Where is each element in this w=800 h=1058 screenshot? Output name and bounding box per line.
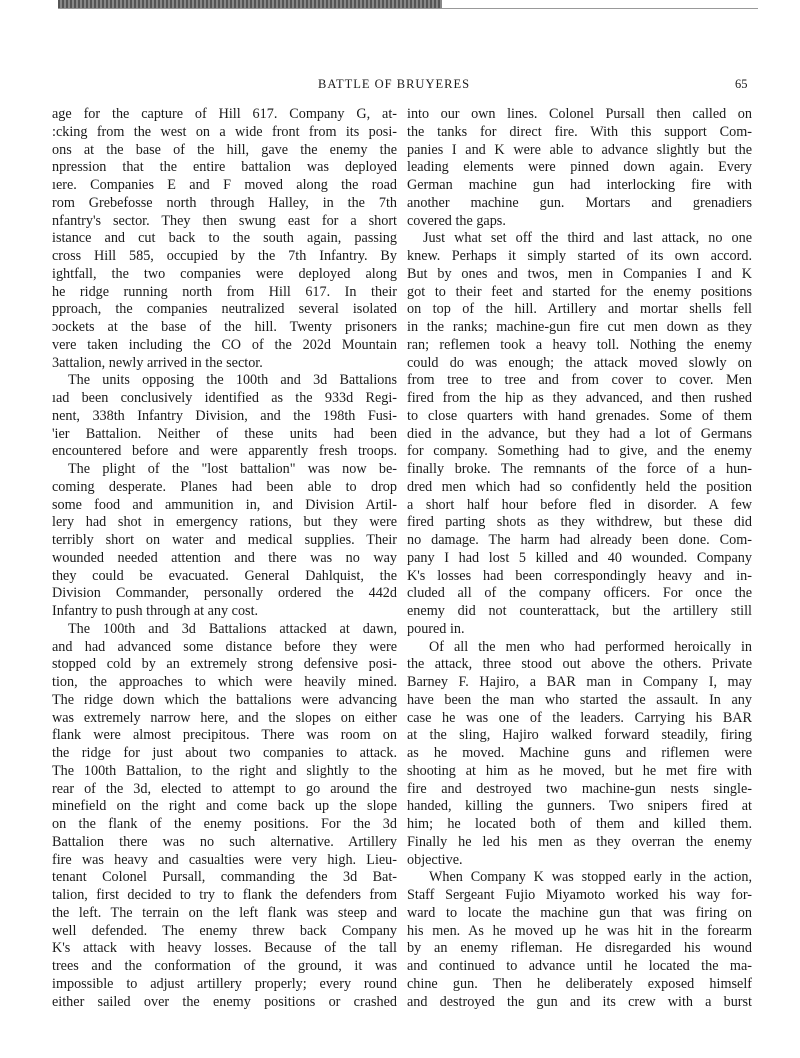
text-line: covered the gaps. (407, 212, 506, 229)
text-line: the tanks for direct fire. With this support Com- (407, 123, 752, 140)
text-line: ıad been conclusively identified as the 933d Regi- (52, 390, 397, 406)
right-text-column (407, 106, 752, 1011)
text-line: leading elements were pinned down again. Every (407, 159, 752, 176)
text-line: Of all the men who had performed heroically in (429, 638, 752, 655)
text-line: cross Hill 585, occupied by the 7th Infantry. By (52, 248, 397, 264)
text-line: pany I had lost 5 killed and 40 wounded. Company (407, 549, 752, 566)
text-line: ward to locate the machine gun that was firing on (407, 904, 752, 921)
text-line: impossible to adjust artillery properly; every round (52, 975, 397, 992)
text-line: they could be evacuated. General Dahlquist, the (52, 567, 397, 584)
text-line: rear of the 3d, elected to attempt to go around the (52, 780, 397, 797)
text-line: Division Commander, personally ordered the 442d (52, 585, 397, 602)
text-line: Barney F. Hajiro, a BAR man in Company I, may (407, 674, 752, 690)
text-line: 'ier Battalion. Neither of these units had been (52, 425, 397, 442)
text-line: poured in. (407, 620, 465, 637)
page-number: 65 (735, 77, 748, 91)
text-line: nfantry's sector. They then swung east for a short (52, 212, 397, 229)
text-line: tion, the approaches to which were heavily mined. (52, 674, 397, 690)
text-line: in the ranks; machine-gun fire cut men down as they (407, 319, 752, 335)
text-line: well defended. The enemy threw back Company (52, 922, 397, 939)
text-line: tenant Colonel Pursall, commanding the 3d Bat- (52, 869, 397, 886)
text-line: vere taken including the CO of the 202d Mountain (52, 336, 397, 353)
text-line: coming desperate. Planes had been able to drop (52, 478, 397, 495)
text-line: Battalion there was no such alternative. Artillery (52, 833, 397, 850)
text-line: K's losses had been correspondingly heavy and in- (407, 567, 752, 584)
text-line: nent, 338th Infantry Division, and the 198th Fusi- (52, 407, 397, 424)
text-line: wounded needed attention and there was no way (52, 549, 397, 566)
text-line: fire and destroyed two machine-gun nests single- (407, 780, 752, 797)
text-line: age for the capture of Hill 617. Company G, at- (52, 106, 397, 122)
page-top-rule (58, 8, 758, 9)
text-line: no damage. The harm had already been done. Com- (407, 532, 752, 548)
text-line: istance and cut back to the south again, passing (52, 230, 397, 247)
text-line: ightfall, the two companies were deployed along (52, 265, 397, 282)
text-line: case he was one of the leaders. Carrying his BAR (407, 709, 752, 726)
text-line: Just what set off the third and last attack, no one (423, 230, 752, 247)
text-line: terribly short on water and medical supplies. Their (52, 532, 397, 548)
text-line: panies I and K were able to advance slightly but the (407, 141, 752, 158)
text-line: finally broke. The remnants of the force of a hun- (407, 461, 752, 477)
text-line: ıere. Companies E and F moved along the road (52, 177, 397, 193)
text-line: enemy did not counterattack, but the artillery still (407, 603, 752, 619)
text-line: The 100th Battalion, to the right and slightly to the (52, 762, 397, 779)
page-top-edge-shading (58, 0, 442, 8)
text-line: at the sling, Hajiro walked forward steadily, firing (407, 727, 752, 744)
text-line: The plight of the "lost battalion" was now be- (68, 461, 397, 477)
text-line: ons at the base of the hill, gave the enemy the (52, 141, 397, 158)
text-line: by an enemy rifleman. He disregarded his wound (407, 940, 752, 957)
text-line: a short half hour before fled in disorder. A few (407, 496, 752, 513)
text-line: got to their feet and started for the enemy positions (407, 283, 752, 300)
text-line: talion, first decided to try to flank the defenders from (52, 887, 397, 903)
text-line: :cking from the west on a wide front from its posi- (52, 123, 397, 140)
text-line: on the flank of the enemy positions. For the 3d (52, 816, 397, 832)
text-line: The 100th and 3d Battalions attacked at dawn, (68, 620, 397, 637)
text-line: German machine gun had interlocking fire with (407, 177, 752, 193)
text-line: trees and the conformation of the ground, it was (52, 958, 397, 974)
text-line: for company. Something had to give, and the enemy (407, 443, 752, 460)
text-line: died in the advance, but they had a lot of Germans (407, 425, 752, 442)
text-line: lery had shot in emergency rations, but they were (52, 514, 397, 531)
text-line: stopped cold by an extremely strong defensive posi- (52, 656, 397, 673)
text-line: But by ones and twos, men in Companies I and K (407, 265, 752, 282)
text-line: K's attack with heavy losses. Because of the tall (52, 940, 397, 957)
text-line: him; he located both of them and killed them. (407, 816, 752, 832)
text-line: rom Grebefosse north through Halley, in the 7th (52, 194, 397, 211)
text-line: dred men which had so confidently held the position (407, 478, 752, 495)
text-line: knew. Perhaps it simply started of its own accord. (407, 248, 752, 264)
text-line: have been the man who started the assault. In any (407, 691, 752, 708)
text-line: was extremely narrow here, and the slopes on either (52, 709, 397, 726)
text-line: npression that the entire battalion was deployed (52, 159, 397, 176)
text-line: the left. The terrain on the left flank was steep and (52, 904, 397, 921)
text-line: minefield on the right and come back up the slope (52, 798, 397, 815)
text-line: either sailed over the enemy positions or crashed (52, 993, 397, 1010)
text-line: objective. (407, 851, 463, 868)
text-line: into our own lines. Colonel Pursall then called on (407, 106, 752, 122)
text-line: handed, killing the gunners. Two snipers fired at (407, 798, 752, 815)
text-line: chine gun. Then he deliberately exposed himself (407, 975, 752, 992)
text-line: his men. As he moved up he was hit in the forearm (407, 922, 752, 939)
text-line: ɔockets at the base of the hill. Twenty prisoners (52, 319, 397, 335)
text-line: to close quarters with hand grenades. Some of them (407, 407, 752, 424)
text-line: The units opposing the 100th and 3d Battalions (68, 372, 397, 389)
text-line: fire was heavy and casualties were very high. Lieu- (52, 851, 397, 868)
text-line: another machine gun. Mortars and grenadiers (407, 194, 752, 211)
text-line: fired from the hip as they advanced, and then rushed (407, 390, 752, 406)
text-line: When Company K was stopped early in the action, (429, 869, 752, 886)
text-line: from tree to tree and from cover to cover. Men (407, 372, 752, 389)
text-line: flank were almost precipitous. There was room on (52, 727, 397, 744)
text-line: he ridge running north from Hill 617. In their (52, 283, 397, 300)
left-text-column (52, 106, 397, 1011)
text-line: some food and ammunition in, and Division Artil- (52, 496, 397, 513)
text-line: cluded all of the company officers. For once the (407, 585, 752, 602)
text-line: Infantry to push through at any cost. (52, 603, 259, 619)
running-title: BATTLE OF BRUYERES (318, 77, 471, 91)
text-line: 3attalion, newly arrived in the sector. (52, 354, 263, 371)
text-line: ran; reflemen took a heavy toll. Nothing the enemy (407, 336, 752, 353)
text-line: Finally he led his men as they overran the enemy (407, 833, 752, 850)
text-line: The ridge down which the battalions were advancing (52, 691, 397, 708)
text-line: the attack, three stood out above the others. Private (407, 656, 752, 673)
text-line: and destroyed the gun and its crew with a burst (407, 993, 752, 1010)
text-line: and continued to advance until he located the ma- (407, 958, 752, 974)
text-line: fired parting shots as they withdrew, but these did (407, 514, 752, 531)
text-line: and had advanced some distance before they were (52, 638, 397, 655)
text-line: could do was enough; the attack moved slowly on (407, 354, 752, 371)
text-line: encountered before and were apparently fresh troops. (52, 443, 397, 460)
text-line: pproach, the companies neutralized several isolated (52, 301, 397, 318)
text-line: Staff Sergeant Fujio Miyamoto worked his way for- (407, 887, 752, 903)
text-line: on top of the hill. Artillery and mortar shells fell (407, 301, 752, 318)
text-line: as he moved. Machine guns and riflemen were (407, 745, 752, 761)
text-line: shooting at him as he moved, but he met fire with (407, 762, 752, 779)
text-line: the ridge for just about two companies to attack. (52, 745, 397, 761)
